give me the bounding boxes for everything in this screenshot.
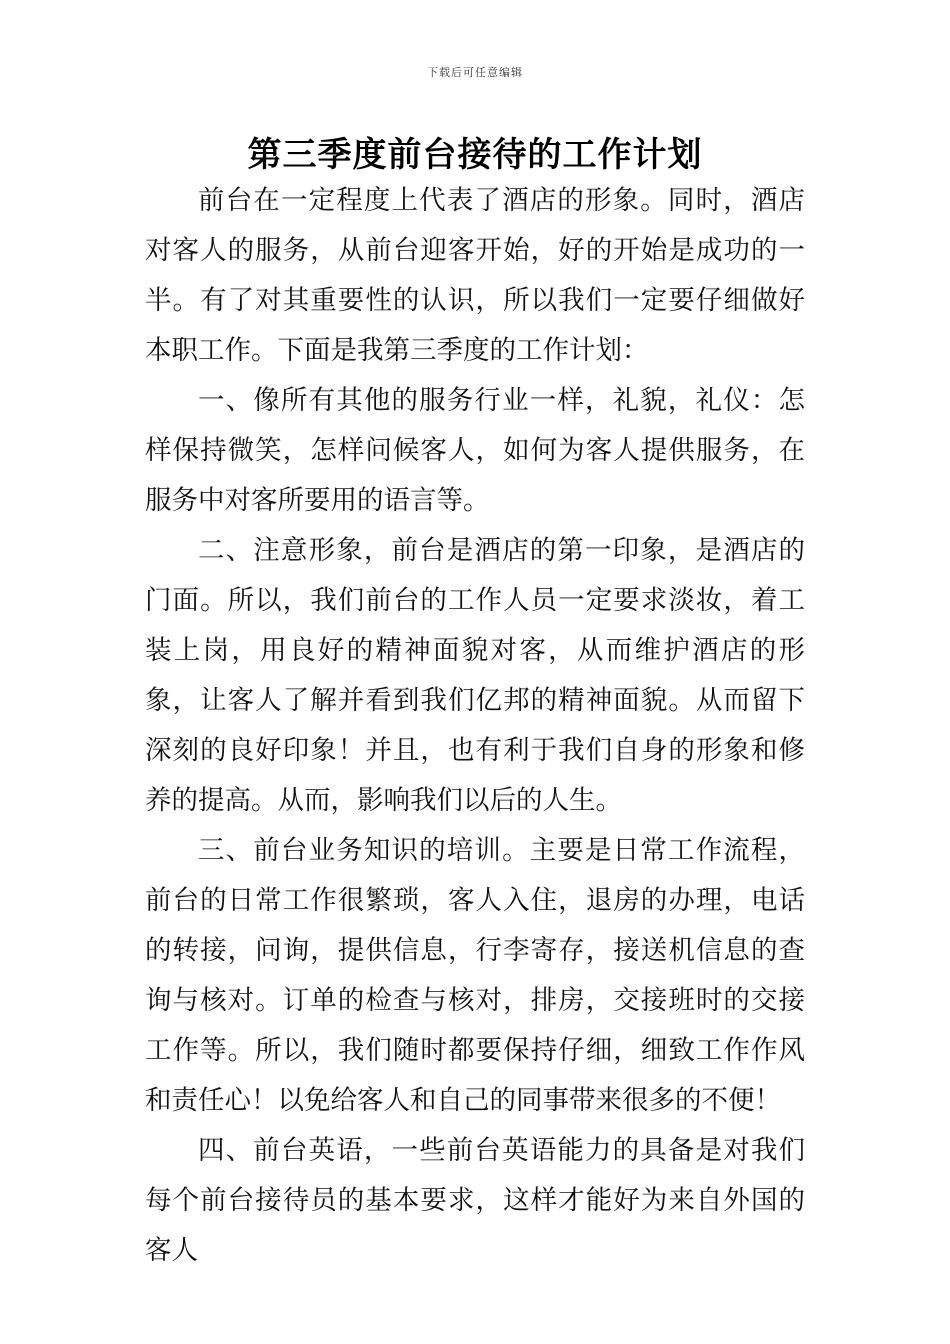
paragraph-item-2: 二、注意形象，前台是酒店的第一印象，是酒店的门面。所以，我们前台的工作人员一定要求淡妆，着工装上岗，用良好的精神面貌对客，从而维护酒店的形象，让客人了解并看到我们亿邦的精神面貌。从而留下深刻的良好印象！并且，也有利于我们自身的形象和修养的提高。从而，影响我们以后的人生。 <box>145 535 805 816</box>
header-note: 下载后可任意编辑 <box>427 66 523 79</box>
paragraph-item-1: 一、像所有其他的服务行业一样，礼貌，礼仪：怎样保持微笑，怎样问候客人，如何为客人提供服务，在服务中对客所要用的语言等。 <box>145 385 805 516</box>
document-title: 第三季度前台接待的工作计划 <box>247 135 703 175</box>
document-body <box>145 176 805 1276</box>
paragraph-intro: 前台在一定程度上代表了酒店的形象。同时，酒店对客人的服务，从前台迎客开始，好的开始是成功的一半。有了对其重要性的认识，所以我们一定要仔细做好本职工作。下面是我第三季度的工作计划： <box>145 185 805 366</box>
paragraph-item-4: 四、前台英语，一些前台英语能力的具备是对我们每个前台接待员的基本要求，这样才能好为来自外国的客人 <box>145 1135 805 1266</box>
paragraph-item-3: 三、前台业务知识的培训。主要是日常工作流程，前台的日常工作很繁琐，客人入住，退房的办理，电话的转接，问询，提供信息，行李寄存，接送机信息的查询与核对。订单的检查与核对，排房，交接班时的交接工作等。所以，我们随时都要保持仔细，细致工作作风和责任心！以免给客人和自己的同事带来很多的不便！ <box>145 835 805 1116</box>
